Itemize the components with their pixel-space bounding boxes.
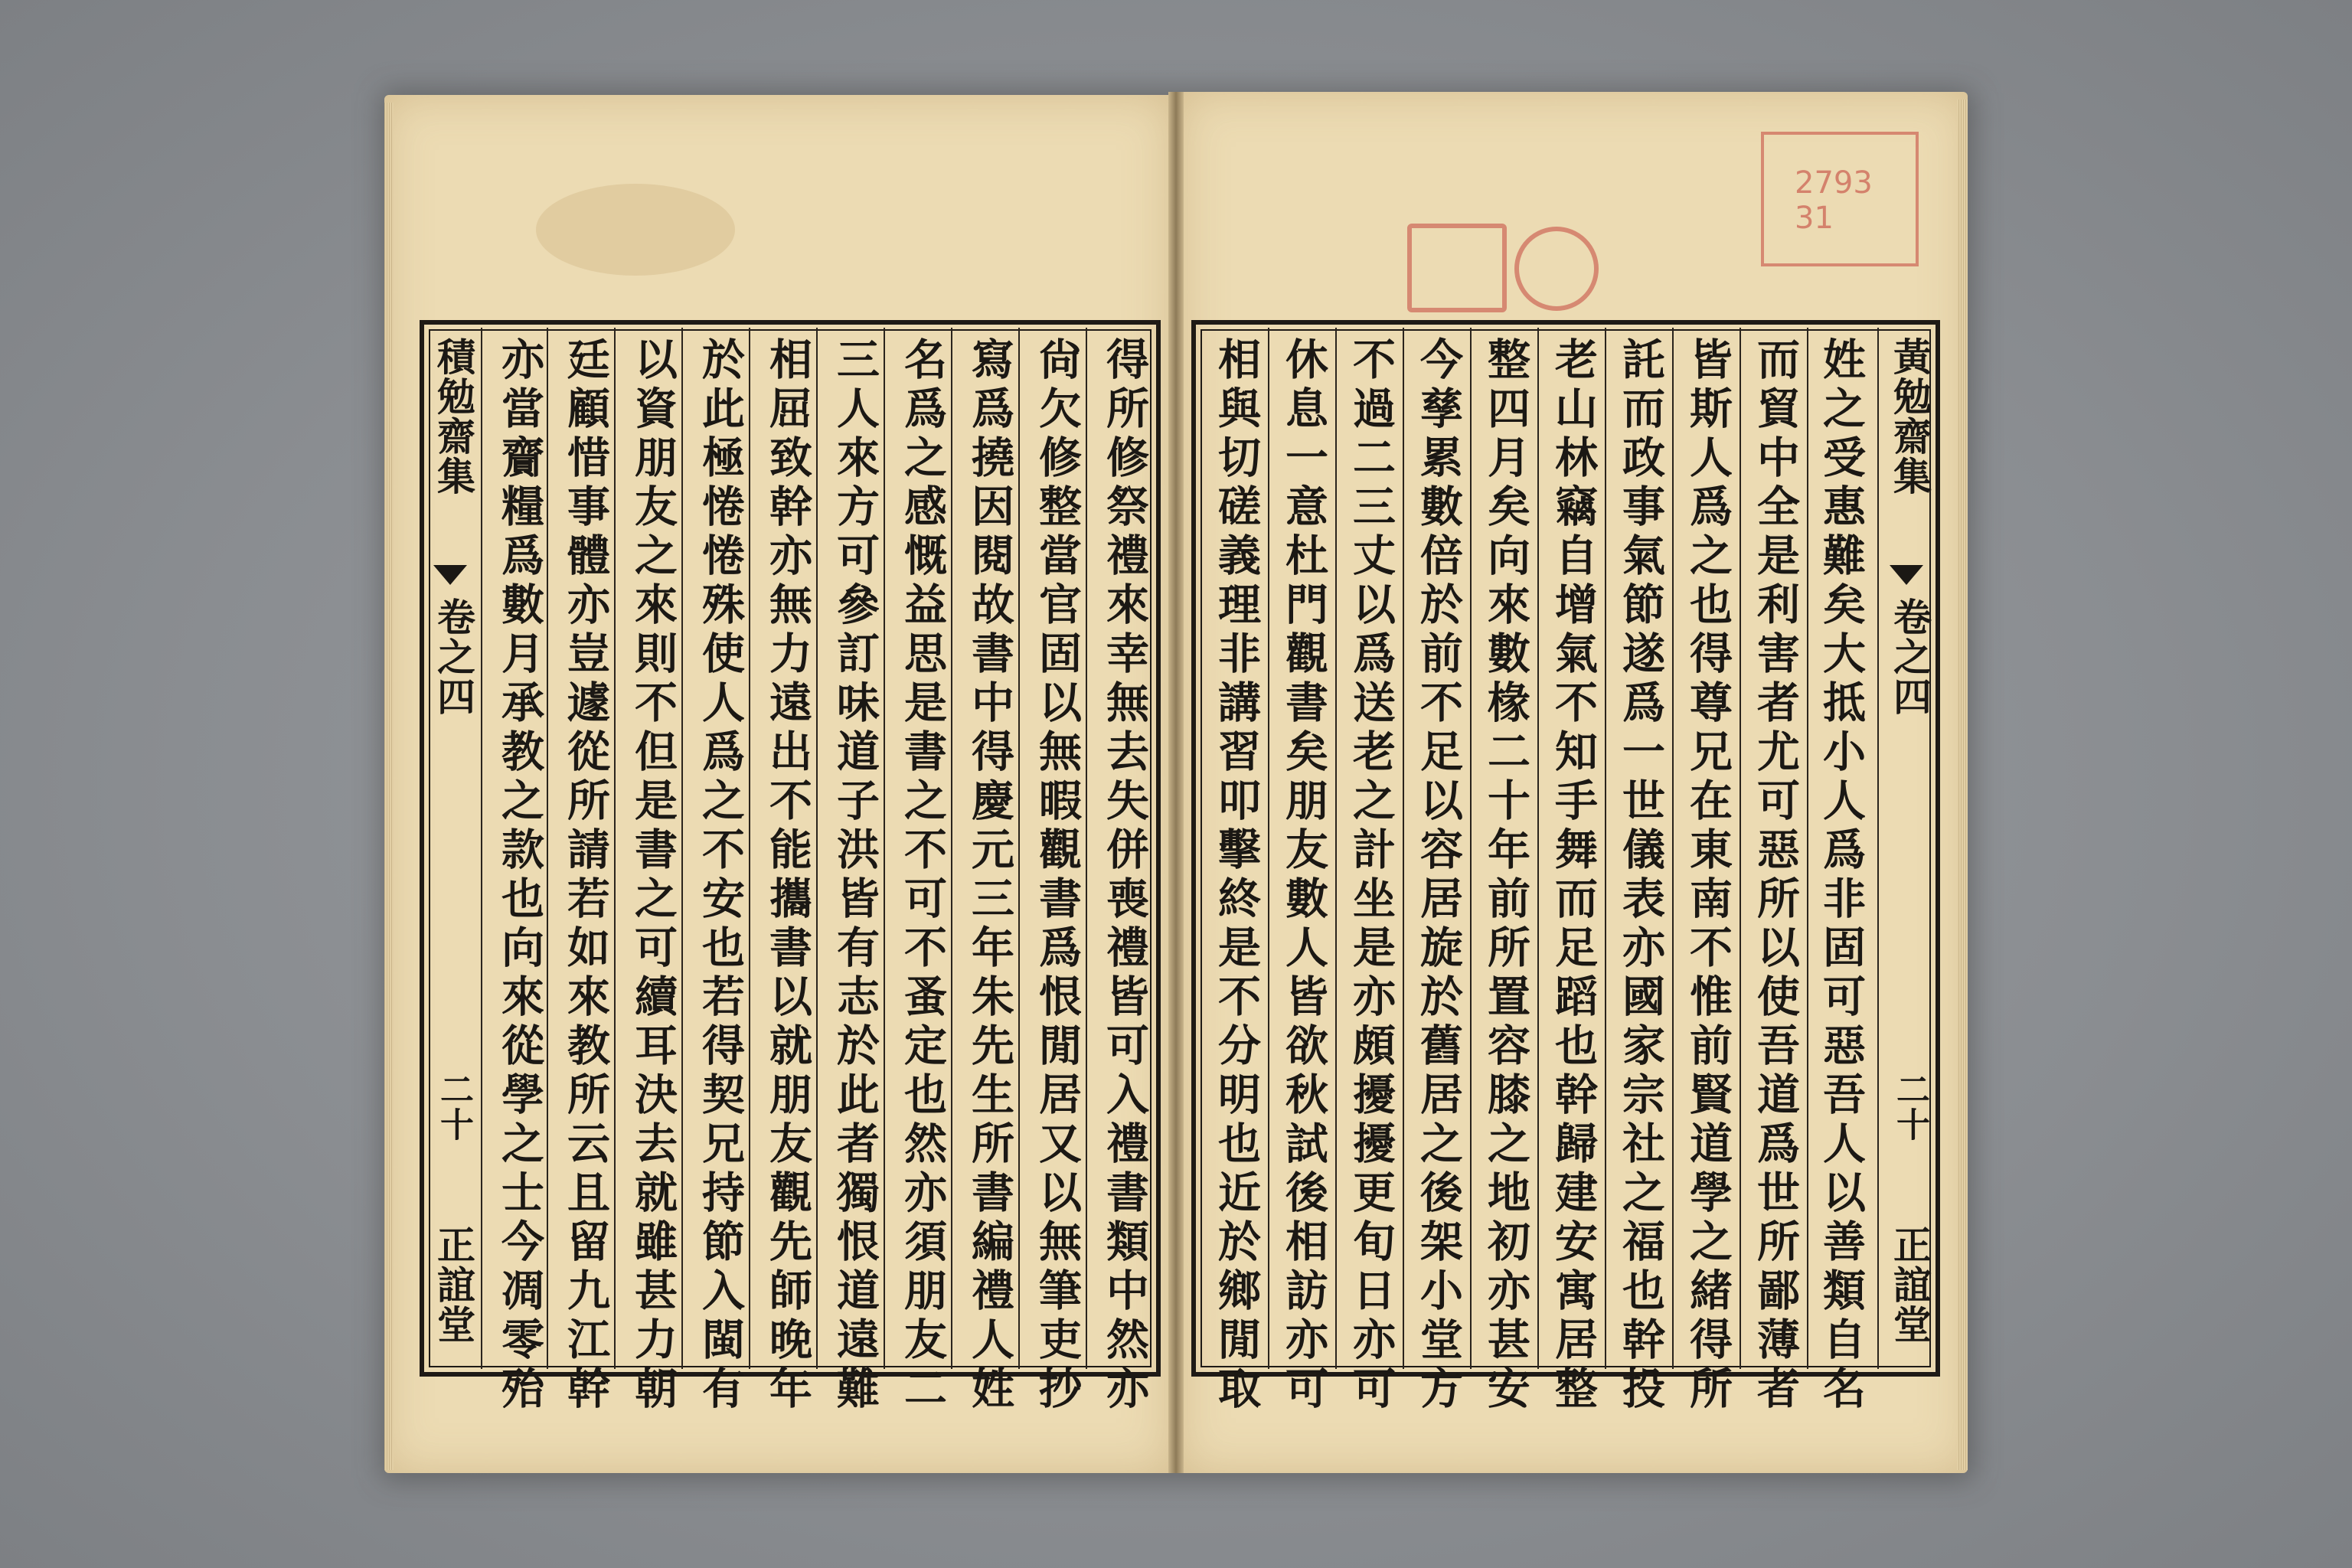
left-body-column-2: 尙欠修整當官固以無暇觀書爲恨閒居又以無筆吏抄: [1032, 337, 1083, 1415]
library-call-number-stamp: [1761, 132, 1919, 266]
right-body-column-4: 託而政事氣節遂爲一世儀表亦國家宗社之福也幹投: [1615, 337, 1666, 1415]
column-rule: [816, 328, 818, 1369]
call-number-text: 2793 31: [1795, 165, 1873, 236]
right-publisher-mark: 正誼堂: [1887, 1225, 1932, 1344]
right-body-column-2: 而貿中全是利害者尤可惡所以使吾道爲世所鄙薄者: [1750, 337, 1801, 1415]
left-body-column-10: 亦當齎糧爲數月承教之款也向來從學之士今凋零殆: [495, 337, 545, 1415]
column-rule: [1403, 328, 1404, 1369]
right-folio-number: 二十: [1890, 1072, 1929, 1142]
left-fishtail-mark: [433, 565, 467, 585]
left-body-column-1: 得所修祭禮來幸無去失併喪禮皆可入禮書類中然亦: [1099, 337, 1150, 1415]
column-rule: [1672, 328, 1674, 1369]
column-rule: [1470, 328, 1472, 1369]
left-publisher-mark: 正誼堂: [431, 1225, 476, 1344]
left-volume-label: 卷之四: [431, 597, 476, 717]
left-page-edge: [384, 103, 394, 1470]
column-rule: [884, 328, 885, 1369]
column-rule: [1086, 328, 1087, 1369]
column-rule: [1740, 328, 1741, 1369]
column-rule: [1018, 328, 1020, 1369]
left-center-rule: [481, 328, 482, 1369]
right-running-title: 黃勉齋集: [1887, 337, 1932, 496]
left-body-column-6: 相屈致幹亦無力遠出不能攜書以就朋友觀先師晚年: [763, 337, 813, 1415]
right-center-rule: [1877, 328, 1879, 1369]
right-fishtail-mark: [1890, 565, 1923, 585]
column-rule: [1335, 328, 1337, 1369]
column-rule: [1605, 328, 1606, 1369]
red-seal-oval: [1514, 227, 1599, 311]
right-body-column-9: 休息一意杜門觀書矣朋友數人皆欲秋試後相訪亦可: [1279, 337, 1329, 1415]
left-body-column-5: 三人來方可參訂味道子洪皆有志於此者獨恨道遠難: [830, 337, 880, 1415]
left-body-column-7: 於此極惓惓殊使人爲之不安也若得契兄持節入閩有: [695, 337, 746, 1415]
column-rule: [547, 328, 548, 1369]
paper-stain: [536, 184, 735, 276]
right-body-column-10: 相與切磋義理非講習叩擊終是不分明也近於鄉閒取: [1211, 337, 1262, 1415]
right-body-column-3: 皆斯人爲之也得尊兄在東南不惟前賢道學之緒得所: [1683, 337, 1733, 1415]
column-rule: [1807, 328, 1808, 1369]
book-gutter: [1168, 92, 1184, 1473]
left-body-column-8: 以資朋友之來則不但是書之可續耳決去就雖甚力朝: [628, 337, 678, 1415]
column-rule: [1537, 328, 1539, 1369]
left-body-column-9: 廷顧惜事體亦豈遽從所請若如來教所云且留九江幹: [560, 337, 611, 1415]
right-body-column-1: 姓之受惠難矣大抵小人爲非固可惡吾人以善類自名: [1816, 337, 1867, 1415]
left-body-column-3: 寫爲撓因閱故書中得慶元三年朱先生所書編禮人姓: [965, 337, 1015, 1415]
column-rule: [681, 328, 683, 1369]
right-volume-label: 卷之四: [1887, 597, 1932, 717]
right-body-column-5: 老山林竊自增氣不知手舞而足蹈也幹歸建安寓居整: [1548, 337, 1599, 1415]
column-rule: [1268, 328, 1269, 1369]
left-body-column-4: 名爲之感慨益思是書之不可不蚤定也然亦須朋友二: [897, 337, 948, 1415]
left-folio-number: 二十: [434, 1072, 473, 1142]
right-page-edge: [1957, 100, 1968, 1470]
right-body-column-6: 整四月矣向來數椽二十年前所置容膝之地初亦甚安: [1481, 337, 1531, 1415]
left-running-title: 積勉齋集: [431, 337, 476, 496]
right-body-column-8: 不過二三丈以爲送老之計坐是亦頗擾擾更旬日亦可: [1346, 337, 1396, 1415]
column-rule: [614, 328, 616, 1369]
column-rule: [749, 328, 750, 1369]
right-body-column-7: 今孳累數倍於前不足以容居旋於舊居之後架小堂方: [1413, 337, 1464, 1415]
red-seal-square: [1407, 224, 1507, 312]
column-rule: [951, 328, 952, 1369]
